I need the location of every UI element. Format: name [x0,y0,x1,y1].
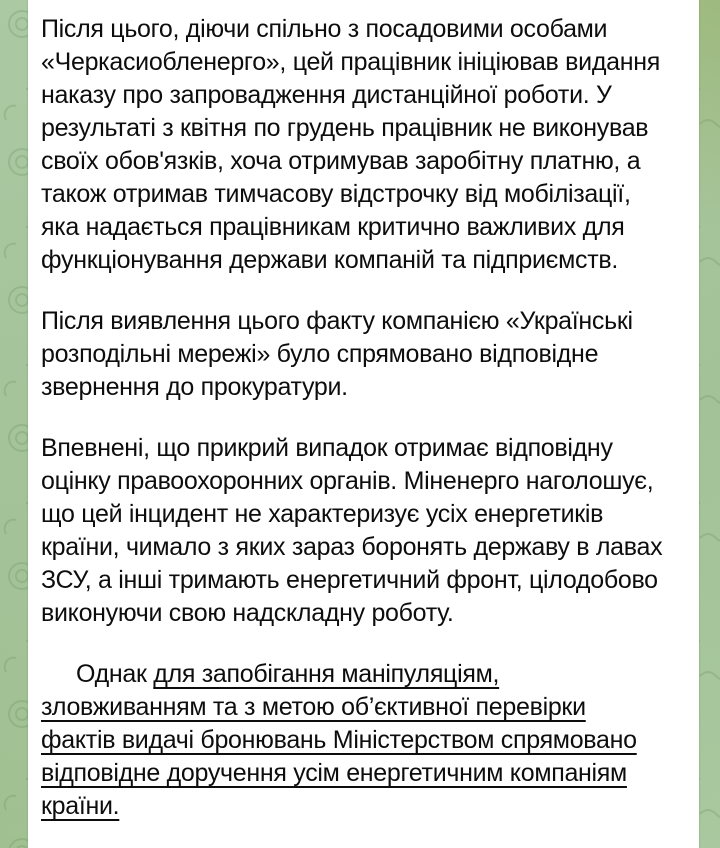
message-text [28,0,699,823]
text-line: яка надається працівникам критично важливих для [41,213,625,241]
paragraph-3 [41,432,693,630]
paragraph-4 [41,658,693,823]
underlined-text-line: відповідне доручення усім енергетичним компаніям [41,759,627,787]
text-line: функціонування держави компаній та підприємств. [41,246,618,274]
text-line: виконуючи свою надскладну роботу. [41,599,454,627]
text-line: «Черкасиобленерго», цей працівник ініціював видання [41,48,660,76]
text-line [41,658,693,691]
text-line: Після цього, діючи спільно з посадовими особами [41,15,608,43]
text-line: оцінку правоохоронних органів. Міненерго наголошує, [41,467,654,495]
underlined-text-line: країни. [41,792,120,820]
text-line: Після виявлення цього факту компанією «Українські [41,307,633,335]
text-line: розподільні мережі» було спрямовано відповідне [41,340,599,368]
underlined-text-line: фактів видачі бронювань Міністерством спрямовано [41,726,637,754]
underlined-text-line: зловживанням та з метою об’єктивної перевірки [41,693,586,721]
text-line: Впевнені, що прикрий випадок отримає відповідну [41,434,613,462]
text-line: країни, чимало з яких зараз боронять державу в лавах [41,533,663,561]
text-line: що цей інцидент не характеризує усіх енергетиків [41,500,604,528]
paragraph-2 [41,305,693,404]
text-line: звернення до прокуратури. [41,373,348,401]
text-line: також отримав тимчасову відстрочку від мобілізації, [41,180,631,208]
text-segment: Однак [76,660,154,688]
text-line: своїх обов'язків, хоча отримував заробітну платню, а [41,147,641,175]
message-bubble[interactable] [28,0,699,848]
text-line: ЗСУ, а інші тримають енергетичний фронт, цілодобово [41,566,658,594]
text-line: результаті з квітня по грудень працівник не виконував [41,114,649,142]
paragraph-1 [41,13,693,277]
text-line: наказу про запровадження дистанційної роботи. У [41,81,612,109]
underlined-text: для запобігання маніпуляціям, [153,660,500,688]
